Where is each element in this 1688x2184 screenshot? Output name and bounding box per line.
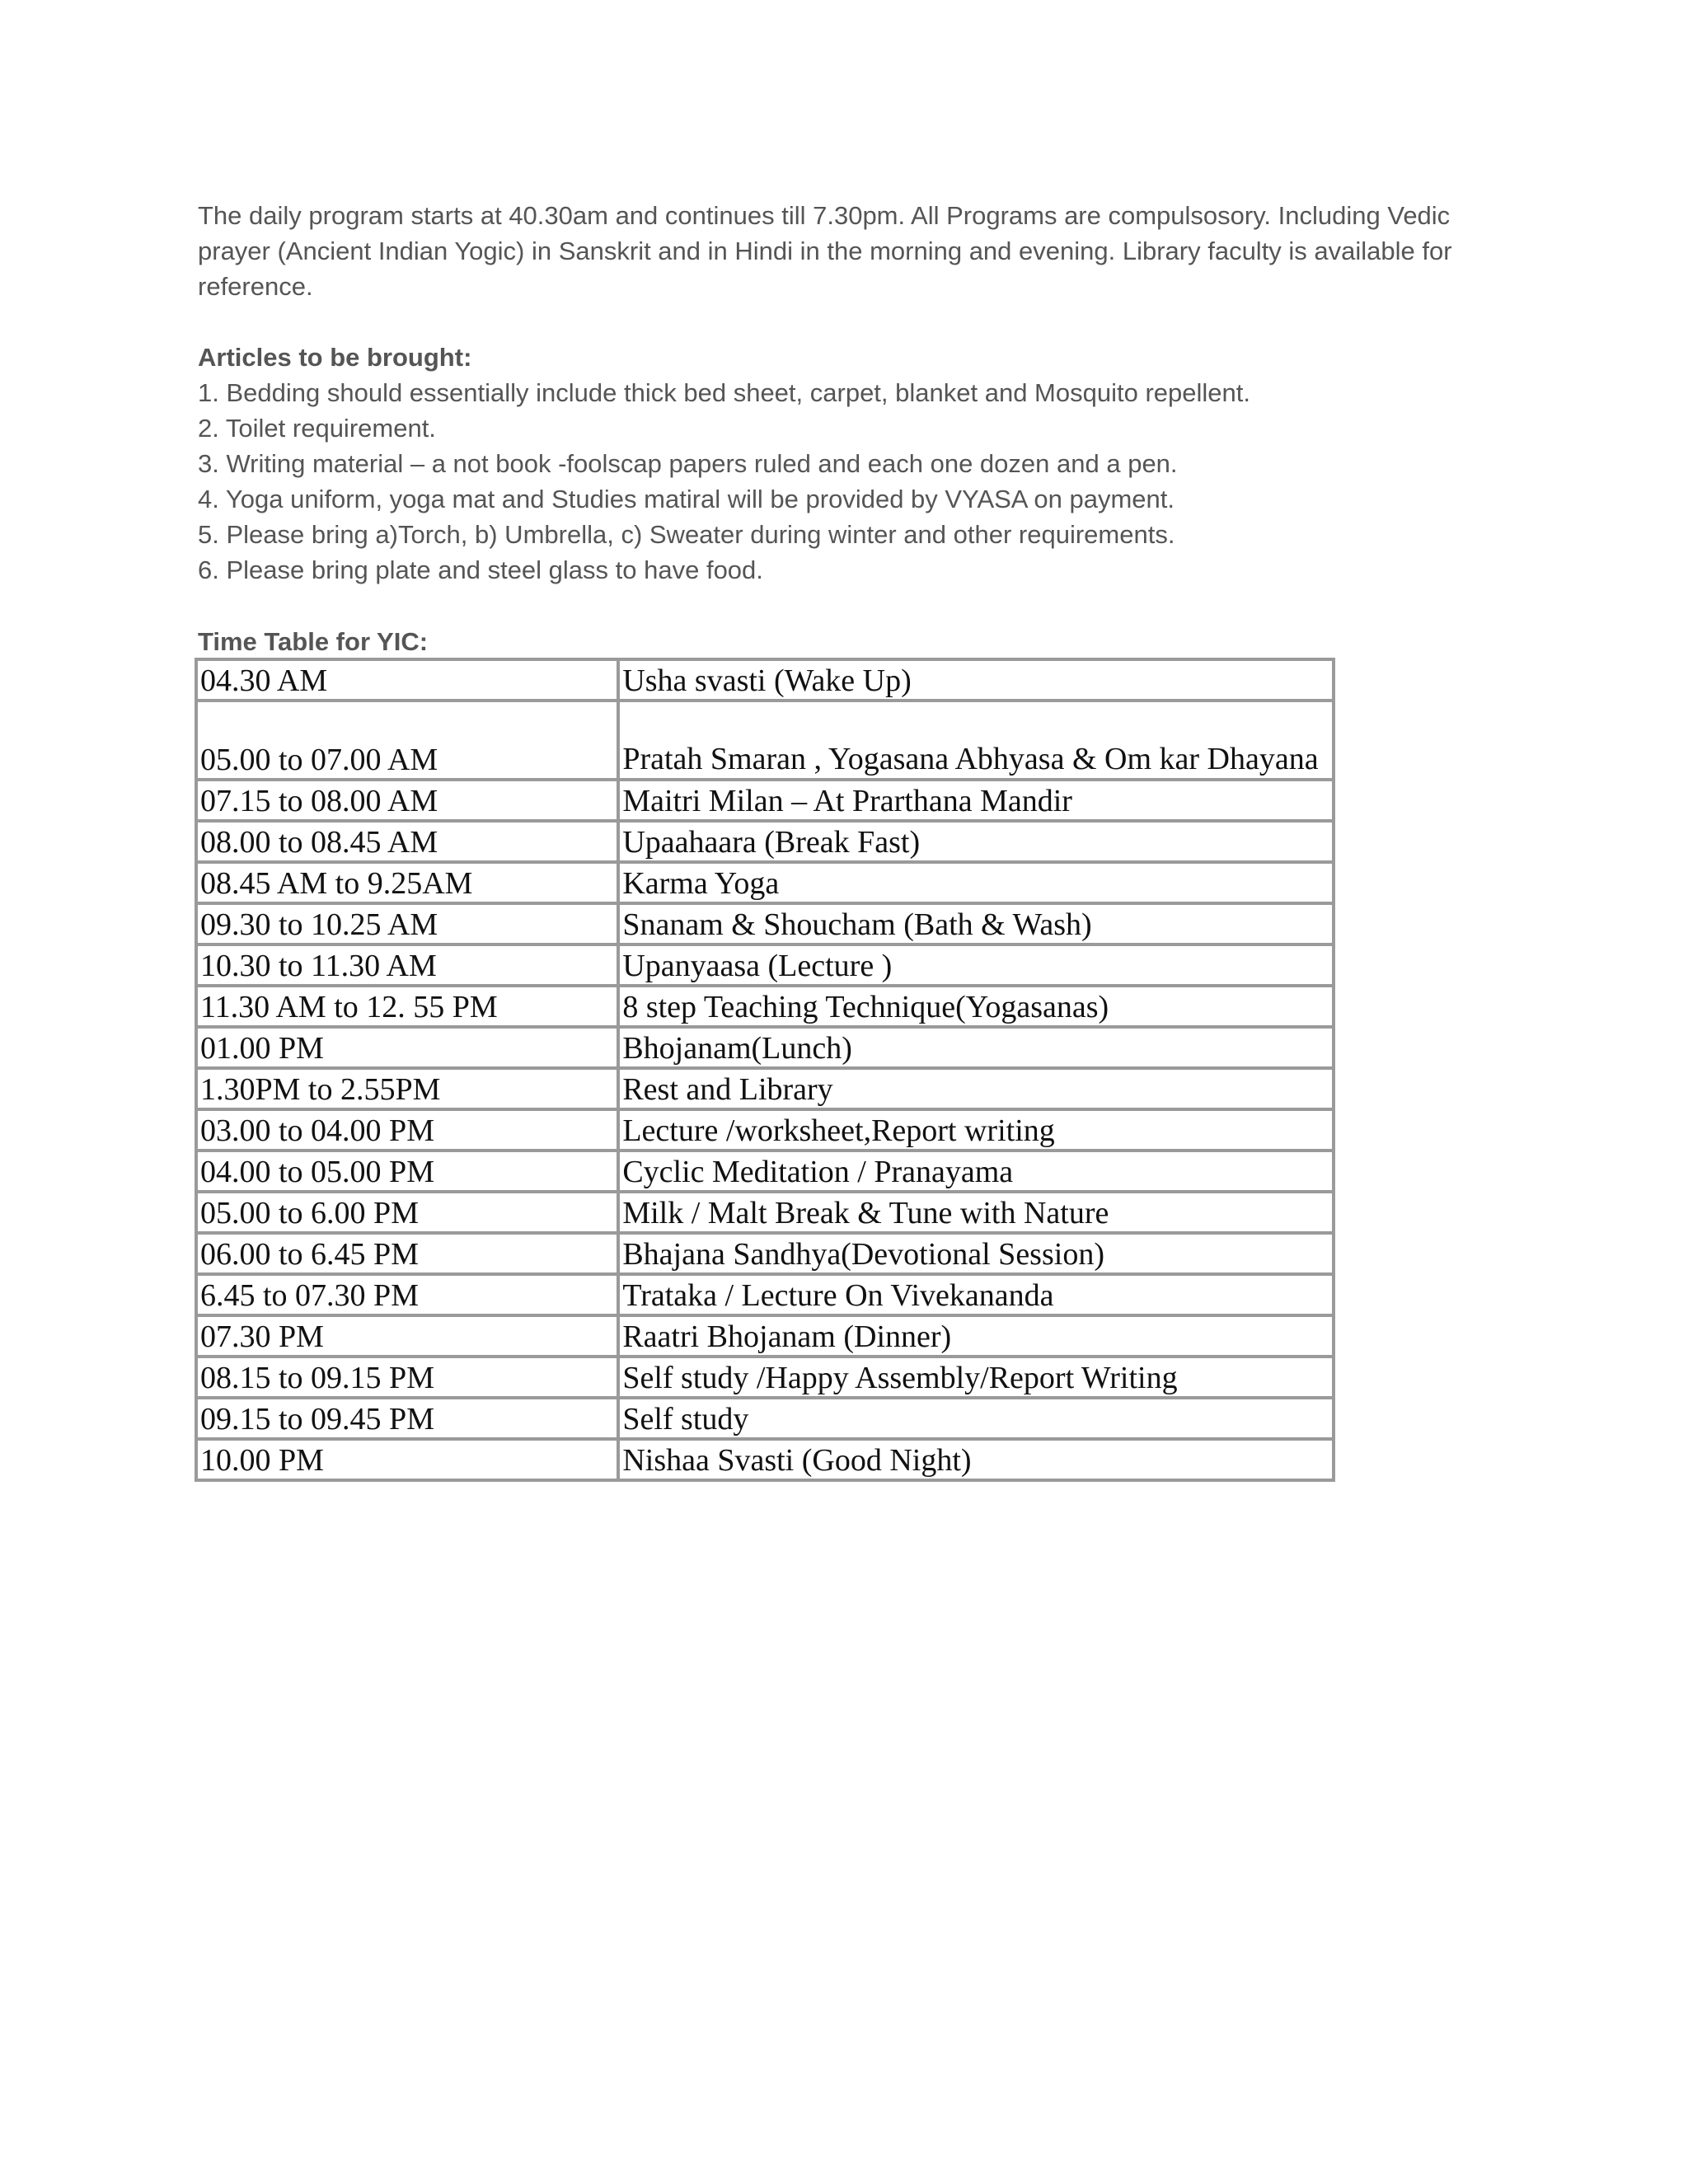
- activity-cell: Maitri Milan – At Prarthana Mandir: [618, 780, 1334, 821]
- activity-cell: Upanyaasa (Lecture ): [618, 944, 1334, 986]
- time-cell: 04.00 to 05.00 PM: [196, 1151, 618, 1192]
- list-item: 5. Please bring a)Torch, b) Umbrella, c) Sweater during winter and other requirements.: [198, 520, 1175, 549]
- table-row: [196, 903, 1334, 944]
- time-cell: 05.00 to 6.00 PM: [196, 1192, 618, 1233]
- timetable: [195, 658, 1335, 1482]
- table-row: [196, 1151, 1334, 1192]
- time-cell: 10.30 to 11.30 AM: [196, 944, 618, 986]
- time-cell: 1.30PM to 2.55PM: [196, 1068, 618, 1109]
- time-cell: 04.30 AM: [196, 659, 618, 701]
- time-cell: 06.00 to 6.45 PM: [196, 1233, 618, 1274]
- time-cell: 03.00 to 04.00 PM: [196, 1109, 618, 1151]
- activity-cell: Cyclic Meditation / Pranayama: [618, 1151, 1334, 1192]
- time-cell: 10.00 PM: [196, 1439, 618, 1480]
- table-row: [196, 780, 1334, 821]
- table-row: [196, 1233, 1334, 1274]
- intro-paragraph: The daily program starts at 40.30am and continues till 7.30pm. All Programs are compulsosory. Including Vedic prayer (Ancient Indian Yogic) in Sanskrit and in Hindi in the morning and evening. Library faculty is available for reference.: [198, 201, 1452, 301]
- table-row: [196, 1315, 1334, 1357]
- table-row: [196, 1357, 1334, 1398]
- activity-cell: Bhojanam(Lunch): [618, 1027, 1334, 1068]
- activity-cell: 8 step Teaching Technique(Yogasanas): [618, 986, 1334, 1027]
- table-row: [196, 1027, 1334, 1068]
- activity-cell: Pratah Smaran , Yogasana Abhyasa & Om kar Dhayana: [618, 701, 1334, 780]
- list-item: 4. Yoga uniform, yoga mat and Studies matiral will be provided by VYASA on payment.: [198, 485, 1175, 513]
- list-item: 1. Bedding should essentially include thick bed sheet, carpet, blanket and Mosquito repellent.: [198, 378, 1250, 407]
- table-row: [196, 986, 1334, 1027]
- table-row: [196, 1398, 1334, 1439]
- table-row: [196, 659, 1334, 701]
- articles-list: [198, 375, 1533, 588]
- activity-cell: Snanam & Shoucham (Bath & Wash): [618, 903, 1334, 944]
- table-row: [196, 944, 1334, 986]
- timetable-heading: Time Table for YIC:: [198, 627, 429, 656]
- table-row: [196, 1192, 1334, 1233]
- table-row: [196, 1109, 1334, 1151]
- table-row: [196, 1439, 1334, 1480]
- time-cell: 07.15 to 08.00 AM: [196, 780, 618, 821]
- activity-cell: Self study /Happy Assembly/Report Writing: [618, 1357, 1334, 1398]
- time-cell: 05.00 to 07.00 AM: [196, 701, 618, 780]
- table-row: [196, 821, 1334, 862]
- table-row: [196, 701, 1334, 780]
- table-row: [196, 862, 1334, 903]
- time-cell: 09.15 to 09.45 PM: [196, 1398, 618, 1439]
- activity-cell: Upaahaara (Break Fast): [618, 821, 1334, 862]
- activity-cell: Bhajana Sandhya(Devotional Session): [618, 1233, 1334, 1274]
- activity-cell: Rest and Library: [618, 1068, 1334, 1109]
- activity-cell: Karma Yoga: [618, 862, 1334, 903]
- articles-heading: Articles to be brought:: [198, 343, 472, 372]
- time-cell: 08.45 AM to 9.25AM: [196, 862, 618, 903]
- time-cell: 08.15 to 09.15 PM: [196, 1357, 618, 1398]
- activity-cell: Trataka / Lecture On Vivekananda: [618, 1274, 1334, 1315]
- list-item: 3. Writing material – a not book -foolscap papers ruled and each one dozen and a pen.: [198, 449, 1178, 478]
- time-cell: 6.45 to 07.30 PM: [196, 1274, 618, 1315]
- time-cell: 07.30 PM: [196, 1315, 618, 1357]
- time-cell: 08.00 to 08.45 AM: [196, 821, 618, 862]
- table-row: [196, 1068, 1334, 1109]
- activity-cell: Raatri Bhojanam (Dinner): [618, 1315, 1334, 1357]
- list-item: 6. Please bring plate and steel glass to have food.: [198, 555, 763, 584]
- time-cell: 11.30 AM to 12. 55 PM: [196, 986, 618, 1027]
- table-row: [196, 1274, 1334, 1315]
- list-item: 2. Toilet requirement.: [198, 414, 436, 443]
- time-cell: 01.00 PM: [196, 1027, 618, 1068]
- activity-cell: Milk / Malt Break & Tune with Nature: [618, 1192, 1334, 1233]
- activity-cell: Lecture /worksheet,Report writing: [618, 1109, 1334, 1151]
- activity-cell: Usha svasti (Wake Up): [618, 659, 1334, 701]
- activity-cell: Self study: [618, 1398, 1334, 1439]
- activity-cell: Nishaa Svasti (Good Night): [618, 1439, 1334, 1480]
- time-cell: 09.30 to 10.25 AM: [196, 903, 618, 944]
